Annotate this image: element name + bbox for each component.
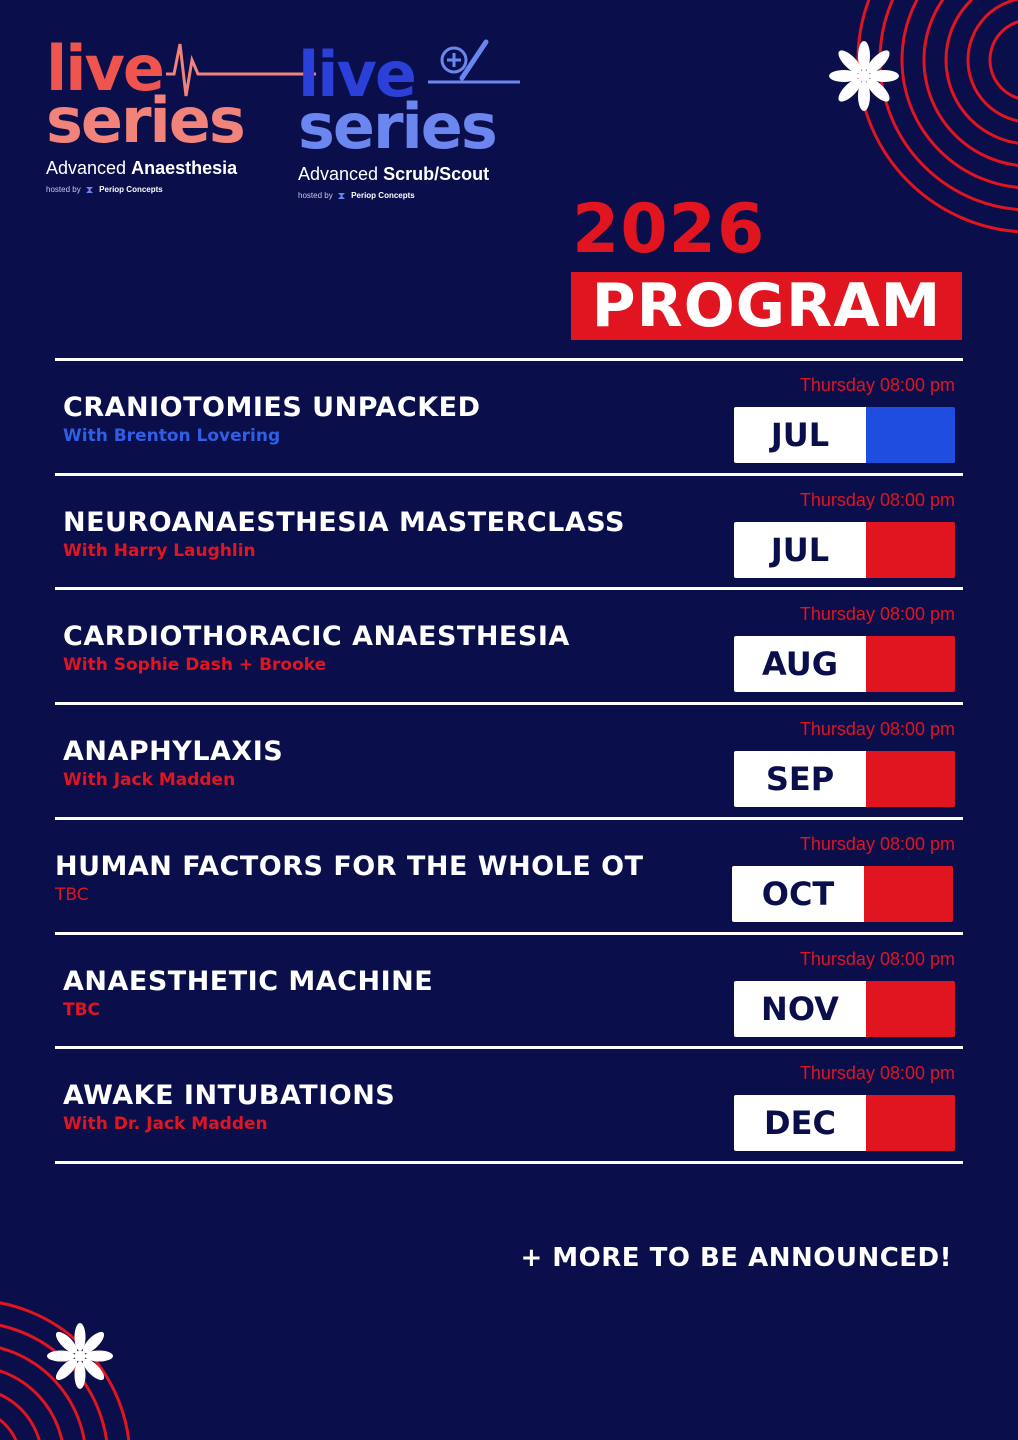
month-color-swatch [866, 1095, 955, 1151]
logo-hosted-by [298, 191, 415, 201]
asterisk-flower-icon [826, 38, 902, 114]
session-title: HUMAN FACTORS FOR THE WHOLE OT [55, 851, 644, 882]
month-badge [734, 407, 955, 463]
session-row [55, 935, 963, 1047]
month-label: JUL [734, 407, 866, 463]
session-time: Thursday 08:00 pm [799, 375, 955, 395]
row-divider [55, 1161, 963, 1164]
month-color-swatch [866, 751, 955, 807]
session-time: Thursday 08:00 pm [799, 719, 955, 739]
session-host: With Brenton Lovering [63, 426, 281, 446]
more-announced-text: + MORE TO BE ANNOUNCED! [520, 1243, 952, 1273]
logo-word-live: live [46, 32, 163, 105]
session-host: TBC [63, 1000, 101, 1020]
month-color-swatch [864, 866, 953, 922]
month-color-swatch [866, 522, 955, 578]
session-row [55, 820, 963, 932]
month-badge [732, 866, 953, 922]
session-host: With Harry Laughlin [63, 541, 256, 561]
logo-subtitle-bold: Anaesthesia [131, 158, 238, 178]
month-badge [734, 1095, 955, 1151]
month-label: NOV [734, 981, 866, 1037]
program-year: 2026 [572, 190, 766, 269]
periop-arrow-icon [337, 191, 347, 201]
month-badge [734, 636, 955, 692]
session-row [55, 361, 963, 473]
session-title: ANAPHYLAXIS [63, 736, 284, 767]
session-title: NEUROANAESTHESIA MASTERCLASS [63, 507, 625, 538]
logo-subtitle-bold: Scrub/Scout [383, 164, 490, 184]
asterisk-flower-icon [44, 1320, 116, 1392]
session-title: CRANIOTOMIES UNPACKED [63, 392, 481, 423]
scalpel-cross-icon [428, 38, 520, 94]
month-label: SEP [734, 751, 866, 807]
month-color-swatch [866, 407, 955, 463]
month-badge [734, 981, 955, 1037]
session-title: CARDIOTHORACIC ANAESTHESIA [63, 621, 570, 652]
session-time: Thursday 08:00 pm [799, 1063, 955, 1083]
session-host: With Jack Madden [63, 770, 236, 790]
session-time: Thursday 08:00 pm [799, 949, 955, 969]
month-badge [734, 751, 955, 807]
session-title: ANAESTHETIC MACHINE [63, 966, 434, 997]
hosted-by-label: hosted by [46, 185, 81, 195]
session-row [55, 1049, 963, 1161]
logo-subtitle-light: Advanced [46, 158, 127, 178]
logo-word-live: live [298, 38, 415, 111]
logo-subtitle [46, 158, 237, 179]
brand-name: Periop Concepts [99, 185, 163, 195]
logo-advanced-scrub-scout [298, 38, 538, 209]
month-color-swatch [866, 981, 955, 1037]
month-badge [734, 522, 955, 578]
month-label: DEC [734, 1095, 866, 1151]
session-time: Thursday 08:00 pm [799, 604, 955, 624]
session-time: Thursday 08:00 pm [799, 490, 955, 510]
session-host: TBC [55, 885, 89, 905]
month-label: OCT [732, 866, 864, 922]
logo-word-series: series [46, 84, 244, 157]
program-title: PROGRAM [591, 271, 942, 341]
brand-name: Periop Concepts [351, 191, 415, 201]
logo-subtitle [298, 164, 489, 185]
session-host: With Sophie Dash + Brooke [63, 655, 327, 675]
session-row [55, 476, 963, 588]
month-color-swatch [866, 636, 955, 692]
session-host: With Dr. Jack Madden [63, 1114, 268, 1134]
hosted-by-label: hosted by [298, 191, 333, 201]
program-title-box [571, 272, 962, 340]
periop-arrow-icon [85, 185, 95, 195]
logo-advanced-anaesthesia [46, 32, 286, 203]
session-row [55, 590, 963, 702]
logo-subtitle-light: Advanced [298, 164, 379, 184]
logo-hosted-by [46, 185, 163, 195]
session-time: Thursday 08:00 pm [799, 834, 955, 854]
month-label: JUL [734, 522, 866, 578]
session-title: AWAKE INTUBATIONS [63, 1080, 396, 1111]
session-row [55, 705, 963, 817]
month-label: AUG [734, 636, 866, 692]
logo-word-series: series [298, 90, 496, 163]
